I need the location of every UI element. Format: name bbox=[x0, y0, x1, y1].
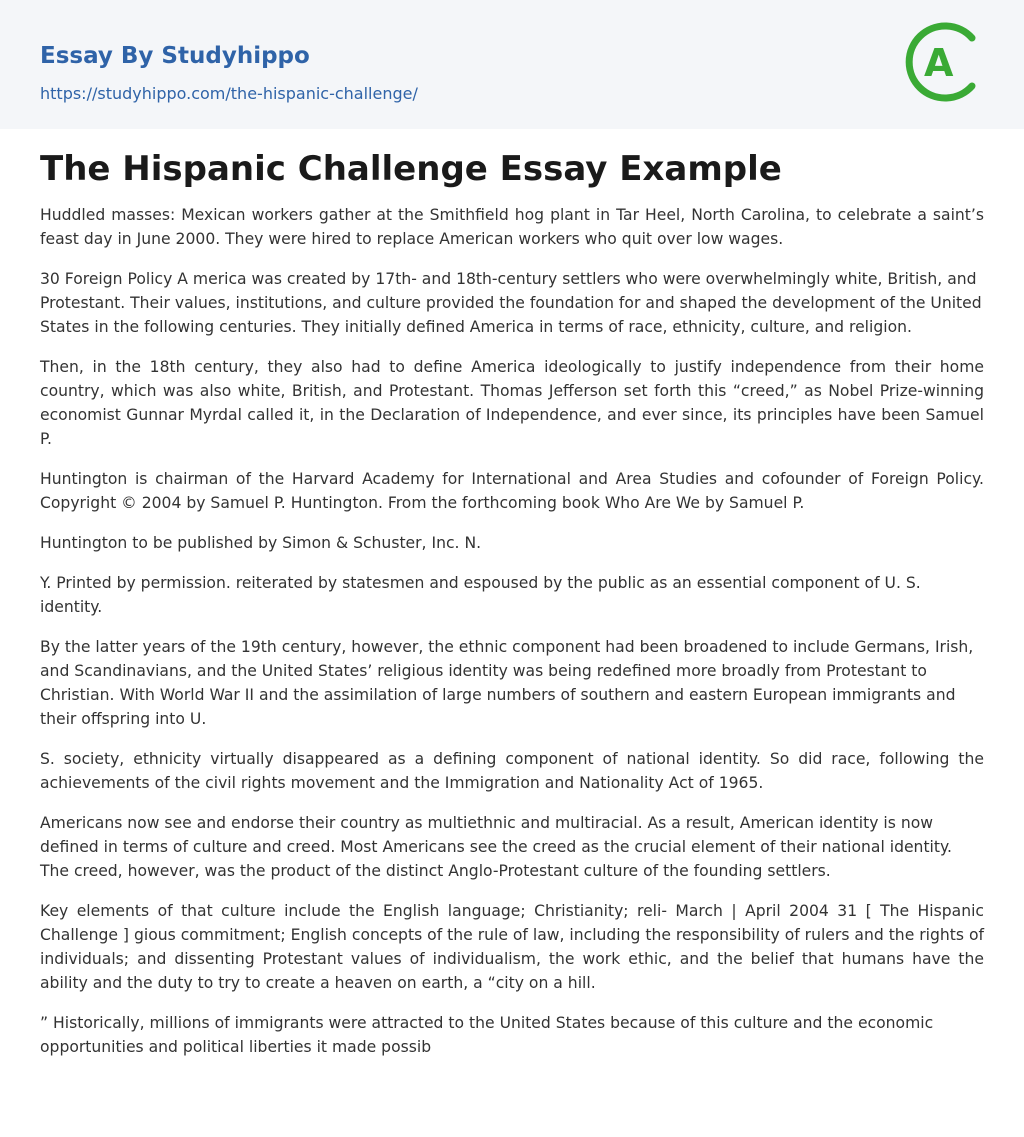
paragraph: S. society, ethnicity virtually disappeared as a defining component of national identity. So did race, following the achievements of the civil rights movement and the Immigration and Nationality Act of 1965. bbox=[40, 750, 984, 792]
site-title[interactable]: Essay By Studyhippo bbox=[40, 43, 310, 69]
logo-letter: A bbox=[924, 41, 954, 85]
paragraph: Americans now see and endorse their country as multiethnic and multiracial. As a result, American identity is now defined in terms of culture and creed. Most Americans see the creed as the crucial element of their national identity. The creed, however, was the product of the distinct Anglo-Protestant culture of the founding settlers. bbox=[40, 814, 952, 880]
site-header bbox=[0, 0, 1024, 129]
page-title: The Hispanic Challenge Essay Example bbox=[40, 149, 782, 189]
paragraph: 30 Foreign Policy A merica was created by 17th- and 18th-century settlers who were overwhelmingly white, British, and Protestant. Their values, institutions, and culture provided the foundation for and shaped the development of the United States in the following centuries. They initially defined America in terms of race, ethnicity, culture, and religion. bbox=[40, 270, 982, 336]
paragraph: ” Historically, millions of immigrants were attracted to the United States because of this culture and the economic opportunities and political liberties it made possib bbox=[40, 1014, 934, 1056]
paragraph: Huddled masses: Mexican workers gather at the Smithfield hog plant in Tar Heel, North Carolina, to celebrate a saint’s feast day in June 2000. They were hired to replace American workers who quit over low wages. bbox=[40, 206, 984, 248]
paragraph: By the latter years of the 19th century, however, the ethnic component had been broadened to include Germans, Irish, and Scandinavians, and the United States’ religious identity was being redefined more broadly from Protestant to Christian. With World War II and the assimilation of large numbers of southern and eastern European immigrants and their offspring into U. bbox=[40, 638, 974, 728]
paragraph: Huntington to be published by Simon & Schuster, Inc. N. bbox=[40, 534, 482, 552]
article-content bbox=[0, 147, 1024, 1059]
paragraph: Then, in the 18th century, they also had to define America ideologically to justify independence from their home country, which was also white, British, and Protestant. Thomas Jefferson set forth this “creed,” as Nobel Prize-winning economist Gunnar Myrdal called it, in the Declaration of Independence, and ever since, its principles have been Samuel P. bbox=[40, 358, 984, 448]
studyhippo-logo-icon[interactable] bbox=[900, 20, 984, 104]
paragraph: Y. Printed by permission. reiterated by statesmen and espoused by the public as an essential component of U. S. identity. bbox=[40, 574, 921, 616]
paragraph: Key elements of that culture include the English language; Christianity; reli- March | April 2004 31 [ The Hispanic Challenge ] gious commitment; English concepts of the rule of law, including the responsibility of rulers and the rights of individuals; and dissenting Protestant values of individualism, the work ethic, and the belief that humans have the ability and the duty to try to create a heaven on earth, a “city on a hill. bbox=[40, 902, 984, 992]
paragraph: Huntington is chairman of the Harvard Academy for International and Area Studies and cofounder of Foreign Policy. Copyright © 2004 by Samuel P. Huntington. From the forthcoming book Who Are We by Samuel P. bbox=[40, 470, 984, 512]
essay-url-link[interactable]: https://studyhippo.com/the-hispanic-challenge/ bbox=[40, 84, 418, 103]
